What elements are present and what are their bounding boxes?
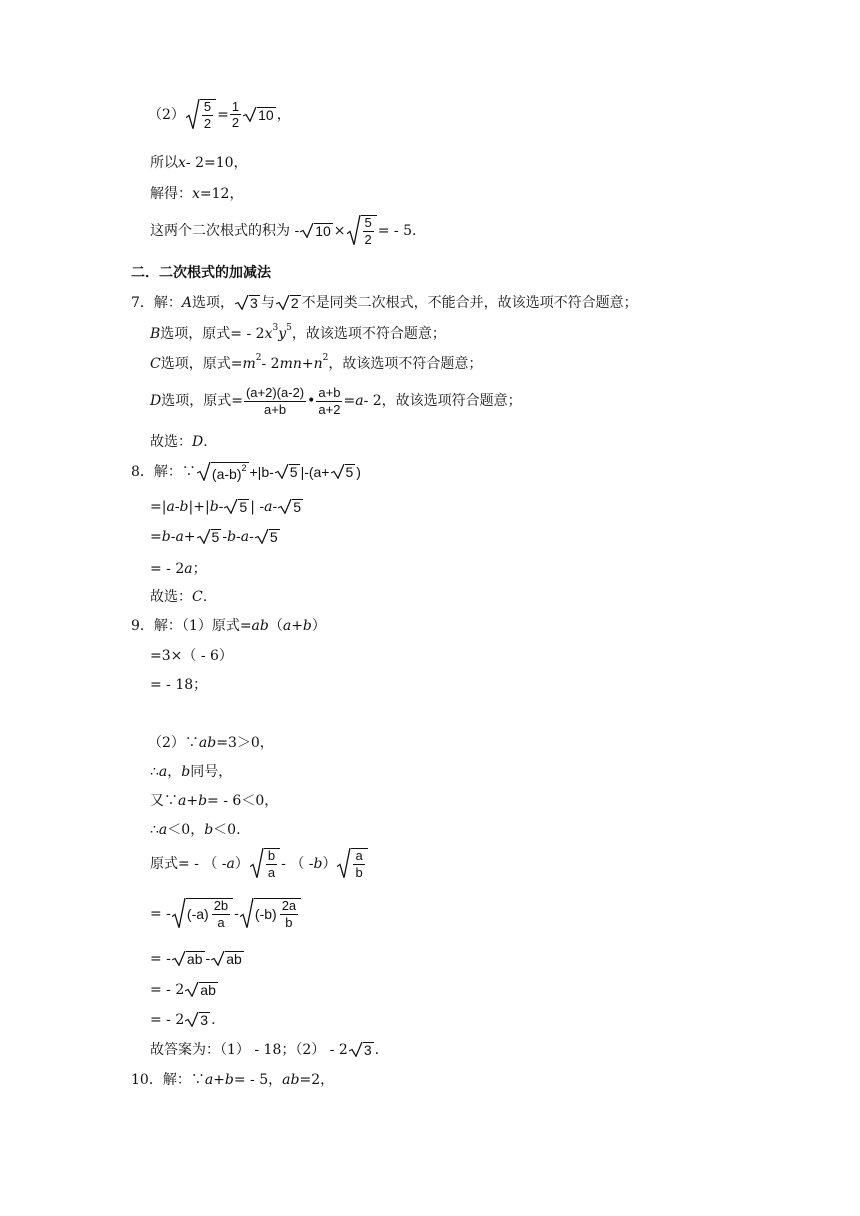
q9-answer: 故答案为：（1） - 18；（2） - 2 3 .: [150, 1041, 380, 1058]
sqrt-10: 10: [243, 107, 276, 122]
q9-part2-line2: ∴ a ， b 同号，: [150, 764, 233, 780]
q7-option-a: 7．解： A 选项， 3 与 2 不是同类二次根式，不能合并，故该选项不符合题意；: [131, 294, 638, 311]
sqrt-5-over-2: $\frac{5}{2}$: [347, 215, 377, 246]
q6-solve-line: 解得： x =12，: [150, 186, 244, 202]
sqrt-ab: ab: [172, 951, 205, 966]
sqrt-2: 2: [276, 295, 301, 310]
fraction: $\frac{a+b}{a+2}$: [318, 385, 341, 417]
sqrt-5: 5: [331, 464, 356, 479]
q6-part2-line: （2） $\frac{5}{2}$ = $\frac{1}{2}$ 10 ，: [148, 98, 291, 131]
sqrt-neg-b-times-fraction: (-b) $\frac{2a}{b}$: [240, 898, 301, 929]
q7-answer: 故选： D .: [150, 434, 208, 450]
q9-part2-line5: 原式= - （ - a ） $\frac{b}{a}$ - （ - b ） $\frac{a}{b}$: [150, 848, 369, 879]
sqrt-ab: ab: [185, 982, 218, 997]
sqrt-5: 5: [224, 499, 249, 514]
q9-part2-line6: = - (-a) $\frac{2b}{a}$ - (-b) $\frac{2a}{b}$: [150, 898, 302, 929]
sqrt-5: 5: [255, 529, 280, 544]
q9-part2-line1: （2）∵ ab =3＞0，: [148, 735, 274, 751]
q9-part2-line7: = - ab - ab: [150, 950, 242, 967]
sqrt-5: 5: [278, 499, 303, 514]
q9-part1-line1: 9．解：（1）原式= ab （ a+b ）: [131, 618, 326, 634]
q8-line3: = b - a + 5 - b - a - 5: [150, 528, 278, 545]
q9-part2-line4: ∴ a ＜0， b ＜0.: [150, 822, 241, 838]
sqrt-3: 3: [349, 1042, 374, 1057]
sqrt-a-over-b: $\frac{a}{b}$: [337, 848, 367, 879]
q9-part1-line2: =3×（ - 6）: [150, 648, 233, 664]
q9-part2-line8: = - 2 ab: [150, 981, 216, 998]
q6-so-line: 所以 x - 2=10，: [150, 155, 248, 171]
q8-line2: =| a - b |+| b - 5 | - a - 5: [150, 498, 301, 515]
q9-part2-line3: 又∵ a+b = - 6＜0，: [150, 793, 279, 809]
sqrt-b-over-a: $\frac{b}{a}$: [250, 848, 280, 879]
sqrt-3: 3: [185, 1012, 210, 1027]
q7-option-c: C 选项，原式= m 2 - 2 mn + n 2 ，故该选项不符合题意；: [150, 352, 483, 372]
q8-answer: 故选： C .: [150, 589, 208, 605]
part-label: （2）: [148, 106, 185, 123]
sqrt-10: 10: [300, 223, 333, 238]
q9-part1-line3: = - 18；: [150, 677, 208, 693]
one-half: $\frac{1}{2}$: [231, 98, 240, 131]
sqrt-neg-a-times-fraction: (-a) $\frac{2b}{a}$: [172, 898, 233, 929]
sqrt-ab: ab: [211, 951, 244, 966]
sqrt-5-over-2: $\frac{5}{2}$: [186, 99, 216, 130]
fraction: $\frac{(a+2)(a-2)}{a+b}$: [245, 385, 305, 417]
sqrt-5: 5: [197, 529, 222, 544]
q8-line4: = - 2 a ；: [150, 561, 207, 577]
q6-product-line: 这两个二次根式的积为 - 10 × $\frac{5}{2}$ = - 5.: [150, 215, 417, 247]
q8-line1: 8．解：∵ (a-b) 2 +|b- 5 |-(a+ 5 ): [131, 462, 361, 482]
sqrt-5: 5: [275, 464, 300, 479]
q7-option-d: D 选项，原式= $\frac{(a+2)(a-2)}{a+b}$ • $\frac{a+b}{a+2}$ = a - 2，故该选项符合题意；: [150, 385, 522, 417]
sqrt-a-minus-b-squared: (a-b) 2: [197, 462, 249, 481]
q9-part2-line9: = - 2 3 .: [150, 1011, 216, 1028]
sqrt-3: 3: [235, 295, 260, 310]
section-title: 二．二次根式的加减法: [131, 265, 271, 281]
q10-line1: 10．解：∵ a+b = - 5， ab =2，: [131, 1072, 335, 1088]
q7-option-b: B 选项，原式= - 2 x 3 y 5 ，故该选项不符合题意；: [150, 322, 446, 342]
